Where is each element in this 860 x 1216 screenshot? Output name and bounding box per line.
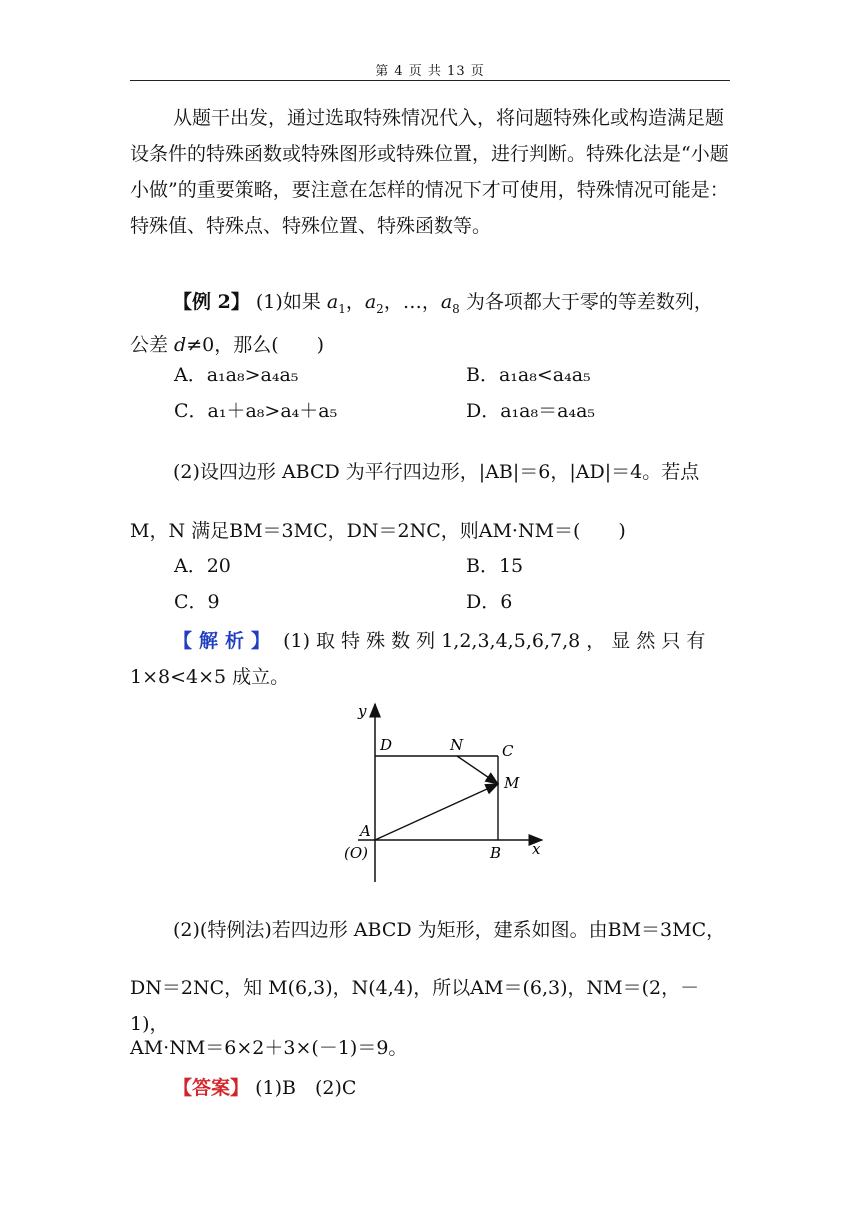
q2-options-row-1 [174,548,734,584]
analysis-p2-line1: (2)(特例法)若四边形 ABCD 为矩形，建系如图。由BM＝3MC， [173,919,726,941]
q1-text-b: 为各项都大于零的等差数列，公差 [130,291,713,356]
q1-text-a: 如果 [282,291,327,313]
q1-option-b: B．a₁a₈<a₄a₅ [466,364,591,386]
q2-line-1: (2)设四边形 ABCD 为平行四边形，|AB|＝6，|AD|＝4。若点 [173,461,700,483]
intro-paragraph: 从题干出发，通过选取特殊情况代入，将问题特殊化或构造满足题设条件的特殊函数或特殊图形或特殊位置，进行判断。特殊化法是“小题小做”的重要策略，要注意在怎样的情况下才可使用，特殊情况可能是：特殊值、特殊点、特殊位置、特殊函数等。 [130,107,729,237]
label-n: N [450,736,464,754]
q1-option-d: D．a₁a₈＝a₄a₅ [466,400,596,422]
q2-line-2: M，N 满足BM＝3MC，DN＝2NC，则AM·NM＝( ) [130,520,626,542]
q1-text-c: ≠0，那么( ) [186,333,325,356]
analysis-p2-line3: AM·NM＝6×2＋3×(－1)＝9。 [130,1037,408,1059]
q1-option-a: A．a₁a₈>a₄a₅ [174,364,299,386]
answer-tag: 【答案】 [173,1077,250,1099]
q1-options-row-1 [174,357,734,393]
page-header: 第 4 页 共 13 页 [375,64,485,79]
analysis-p1-line2: 1×8<4×5 成立。 [130,666,290,688]
vector-am [375,784,498,840]
q2-options-row-2 [174,584,734,620]
label-x: x [532,840,541,858]
q2-option-c: C．9 [174,591,220,613]
analysis-p2-line2: DN＝2NC，知 M(6,3)，N(4,4)，所以AM＝(6,3)，NM＝(2，－1)， [130,977,700,1035]
q2-option-b: B．15 [466,555,524,577]
q2-option-a: A．20 [174,555,231,577]
coordinate-figure [330,698,560,888]
label-b: B [490,844,502,862]
q2-option-d: D．6 [466,591,513,613]
label-c: C [502,742,514,760]
header-divider [130,80,730,81]
answer-text: (1)B (2)C [255,1077,357,1099]
label-m: M [504,774,520,792]
q1-number: (1) [255,291,283,313]
label-y: y [358,702,367,720]
analysis-p1-line1: (1) 取 特 殊 数 列 1,2,3,4,5,6,7,8 ， 显 然 只 有 [283,630,706,652]
label-d: D [380,736,393,754]
label-o: (O) [344,844,369,862]
q1-options-row-2 [174,393,734,429]
answer-line [130,1070,730,1106]
analysis-paragraph-1 [130,623,730,659]
vector-nm [457,756,498,784]
analysis-tag: 【解析】 [173,630,278,652]
q1-option-c: C．a₁＋a₈>a₄＋a₅ [174,400,338,422]
example-q1: 【例 2】 (1)如果 $a_1$，$a_2$，…，$a_8$ 为各项都大于零的等差数列，公差 d≠0，那么( ) [130,291,713,356]
label-a: A [360,822,371,840]
example-tag: 【例 2】 [173,291,250,313]
